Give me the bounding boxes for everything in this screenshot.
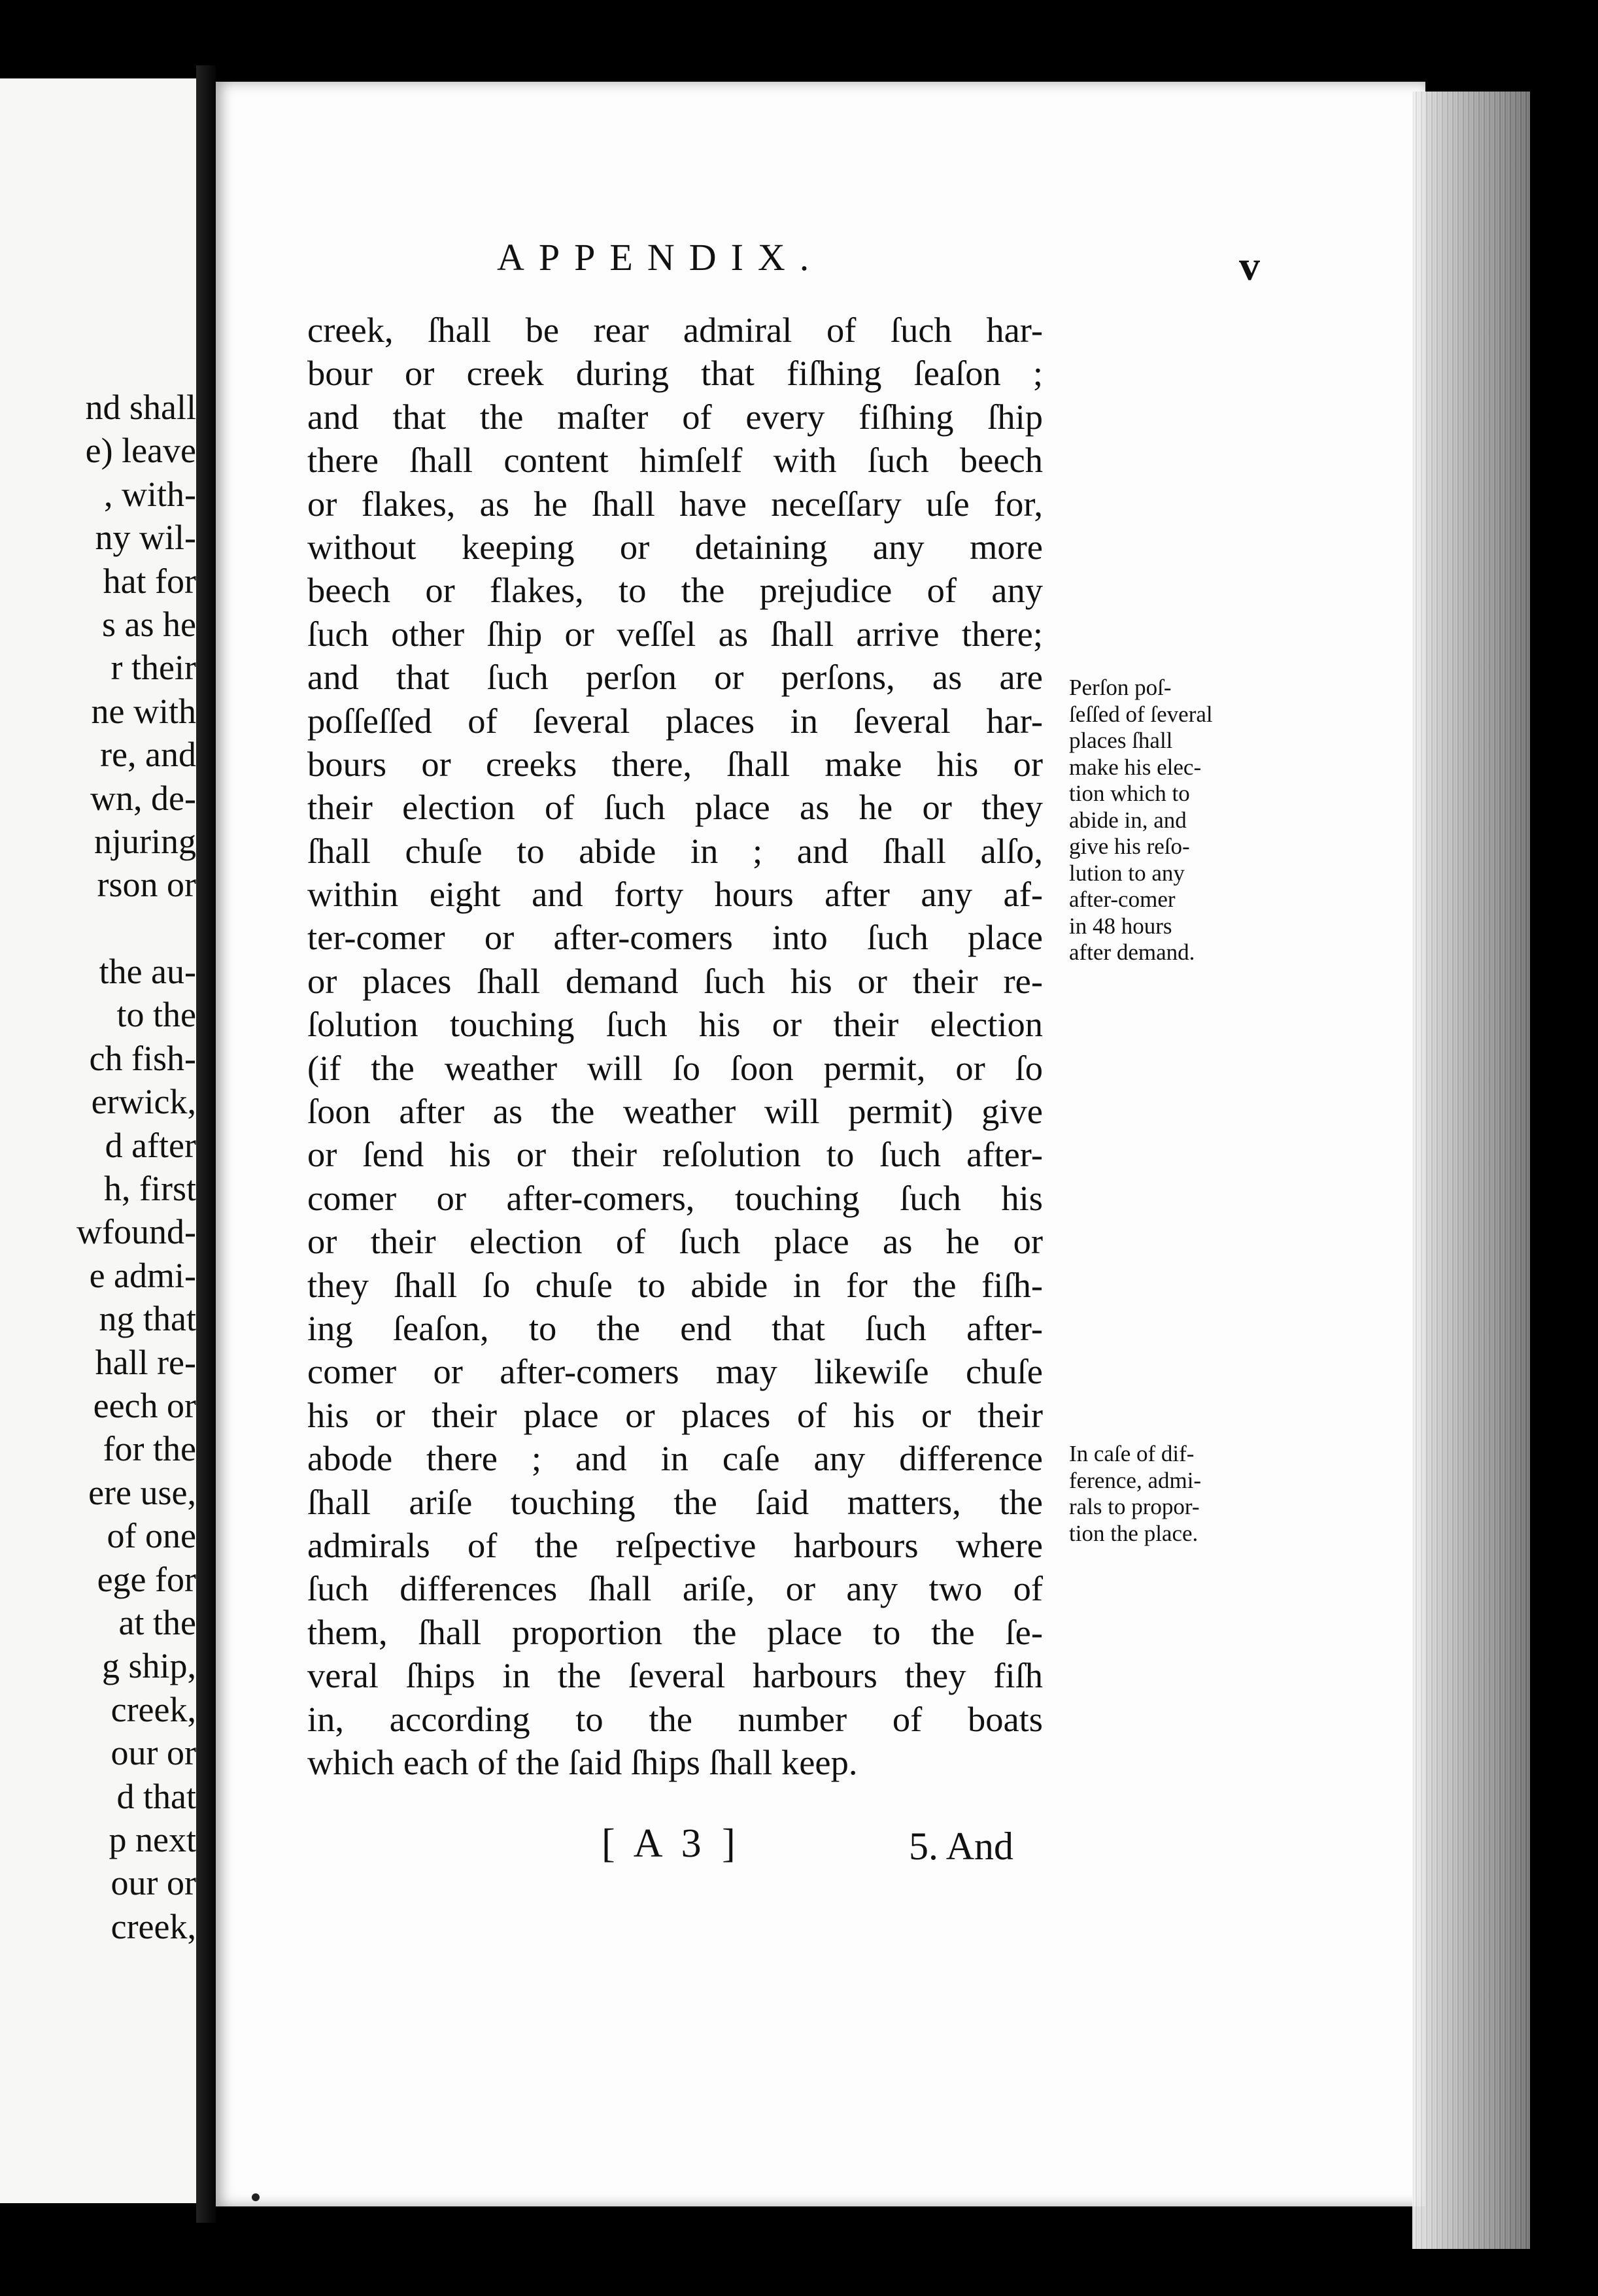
left-page-line: erwick, bbox=[91, 1082, 196, 1122]
left-page-line: e) leave bbox=[85, 431, 196, 471]
left-page-line: at the bbox=[118, 1602, 196, 1642]
left-page-line: rson or bbox=[97, 865, 196, 905]
margin-note-line: ference, admi- bbox=[1069, 1467, 1202, 1493]
margin-note-election bbox=[1069, 675, 1259, 966]
text-line: bours or creeks there, ſhall make his or bbox=[307, 743, 1043, 784]
left-page-line: re, and bbox=[100, 735, 196, 775]
margin-note-line: abide in, and bbox=[1069, 807, 1187, 833]
left-page-line: d after bbox=[105, 1125, 196, 1165]
left-page-line bbox=[0, 907, 196, 950]
left-page-line: p next bbox=[109, 1819, 196, 1859]
left-page-line: s as he bbox=[102, 604, 196, 644]
left-page-line: r their bbox=[110, 648, 196, 688]
left-page-line: njuring bbox=[94, 821, 196, 861]
text-line: and that the maſter of every fiſhing ſhip bbox=[307, 396, 1043, 437]
page-edge-shade bbox=[1412, 92, 1530, 2249]
margin-note-line: ſeſſed of ſeveral bbox=[1069, 701, 1213, 727]
left-page-line: g ship, bbox=[101, 1646, 196, 1686]
left-page-line: ny wil- bbox=[95, 518, 196, 558]
left-page-line: wn, de- bbox=[90, 778, 196, 818]
running-header: APPENDIX. bbox=[497, 236, 824, 279]
text-line: ing ſeaſon, to the end that ſuch after- bbox=[307, 1308, 1043, 1348]
left-page-line: of one bbox=[107, 1516, 196, 1556]
book-gutter bbox=[196, 65, 216, 2223]
text-line: bour or creek during that fiſhing ſeaſon ; bbox=[307, 353, 1043, 394]
margin-note-line: Perſon poſ- bbox=[1069, 675, 1172, 700]
text-line: comer or after-comers, touching ſuch his bbox=[307, 1177, 1043, 1218]
left-page-line: the au- bbox=[99, 952, 196, 992]
left-page-text bbox=[0, 386, 196, 1948]
text-line: they ſhall ſo chuſe to abide in for the fiſh- bbox=[307, 1264, 1043, 1305]
text-line: them, ſhall proportion the place to the ſe- bbox=[307, 1612, 1043, 1652]
text-line: (if the weather will ſo ſoon permit, or ſo bbox=[307, 1047, 1043, 1088]
text-line: or flakes, as he ſhall have neceſſary uſe for, bbox=[307, 483, 1043, 524]
left-facing-page bbox=[0, 78, 196, 2203]
margin-note-line: In caſe of dif- bbox=[1069, 1441, 1195, 1466]
text-line: ter-comer or after-comers into ſuch place bbox=[307, 917, 1043, 958]
ink-dot bbox=[252, 2193, 260, 2201]
margin-note-line: in 48 hours bbox=[1069, 913, 1172, 939]
left-page-line: , with- bbox=[104, 474, 196, 514]
margin-note-line: make his elec- bbox=[1069, 754, 1202, 780]
text-line: ſhall ariſe touching the ſaid matters, the bbox=[307, 1481, 1043, 1522]
margin-note-line: rals to propor- bbox=[1069, 1494, 1200, 1519]
left-page-line: hall re- bbox=[95, 1342, 196, 1382]
left-page-line: creek, bbox=[110, 1689, 196, 1729]
text-line: and that ſuch perſon or perſons, as are bbox=[307, 657, 1043, 698]
left-page-line: h, first bbox=[104, 1169, 196, 1209]
body-text bbox=[307, 309, 1043, 1784]
margin-note-line: tion the place. bbox=[1069, 1520, 1198, 1546]
signature-mark: [ A 3 ] bbox=[602, 1821, 741, 1866]
left-page-line: e admi- bbox=[89, 1255, 196, 1295]
text-line: his or their place or places of his or their bbox=[307, 1394, 1043, 1435]
text-line: or ſend his or their reſolution to ſuch after- bbox=[307, 1134, 1043, 1175]
left-page-line: for the bbox=[103, 1429, 196, 1469]
text-line: ſuch differences ſhall ariſe, or any two of bbox=[307, 1568, 1043, 1609]
margin-note-line: lution to any bbox=[1069, 860, 1185, 886]
text-line: in, according to the number of boats bbox=[307, 1698, 1043, 1739]
left-page-line: our or bbox=[110, 1863, 196, 1903]
left-page-line: ng that bbox=[99, 1299, 196, 1339]
text-line: without keeping or detaining any more bbox=[307, 526, 1043, 567]
text-line: creek, ſhall be rear admiral of ſuch har- bbox=[307, 310, 1043, 350]
margin-note-line: after-comer bbox=[1069, 886, 1176, 912]
text-line: admirals of the reſpective harbours where bbox=[307, 1525, 1043, 1565]
left-page-line: to the bbox=[116, 995, 196, 1035]
text-line: within eight and forty hours after any af- bbox=[307, 874, 1043, 915]
text-line: ſuch other ſhip or veſſel as ſhall arrive there; bbox=[307, 613, 1043, 654]
margin-note-line: after demand. bbox=[1069, 939, 1195, 965]
text-line: or their election of ſuch place as he or bbox=[307, 1221, 1043, 1262]
margin-note-difference bbox=[1069, 1441, 1259, 1547]
text-line: there ſhall content himſelf with ſuch beech bbox=[307, 440, 1043, 481]
catchword: 5. And bbox=[909, 1825, 1014, 1868]
text-line: their election of ſuch place as he or they bbox=[307, 787, 1043, 828]
margin-note-line: give his reſo- bbox=[1069, 834, 1190, 859]
text-line: comer or after-comers may likewiſe chuſe bbox=[307, 1351, 1043, 1392]
text-line: ſhall chuſe to abide in ; and ſhall alſo, bbox=[307, 830, 1043, 871]
left-page-line: nd shall bbox=[85, 388, 196, 427]
left-page-line: creek, bbox=[110, 1906, 196, 1946]
left-page-line: ege for bbox=[97, 1559, 196, 1599]
left-page-line: eech or bbox=[93, 1385, 196, 1425]
text-line: ſoon after as the weather will permit) give bbox=[307, 1091, 1043, 1132]
left-page-line: ch fish- bbox=[89, 1038, 196, 1078]
left-page-line: hat for bbox=[103, 561, 196, 601]
text-line: abode there ; and in caſe any difference bbox=[307, 1438, 1043, 1479]
left-page-line: ne with bbox=[91, 691, 196, 731]
text-line: or places ſhall demand ſuch his or their re- bbox=[307, 960, 1043, 1001]
left-page-line: ere use, bbox=[88, 1472, 196, 1512]
text-line: beech or flakes, to the prejudice of any bbox=[307, 570, 1043, 611]
text-line: veral ſhips in the ſeveral harbours they fiſh bbox=[307, 1655, 1043, 1696]
left-page-line: our or bbox=[110, 1733, 196, 1773]
left-page-line: d that bbox=[116, 1776, 196, 1816]
text-line: which each of the ſaid ſhips ſhall keep. bbox=[307, 1742, 858, 1782]
text-line: poſſeſſed of ſeveral places in ſeveral har- bbox=[307, 700, 1043, 741]
margin-note-line: places ſhall bbox=[1069, 728, 1173, 753]
page-number: v bbox=[1239, 243, 1260, 289]
left-page-line: wfound- bbox=[76, 1212, 196, 1252]
text-line: ſolution touching ſuch his or their election bbox=[307, 1004, 1043, 1045]
margin-note-line: tion which to bbox=[1069, 781, 1190, 806]
